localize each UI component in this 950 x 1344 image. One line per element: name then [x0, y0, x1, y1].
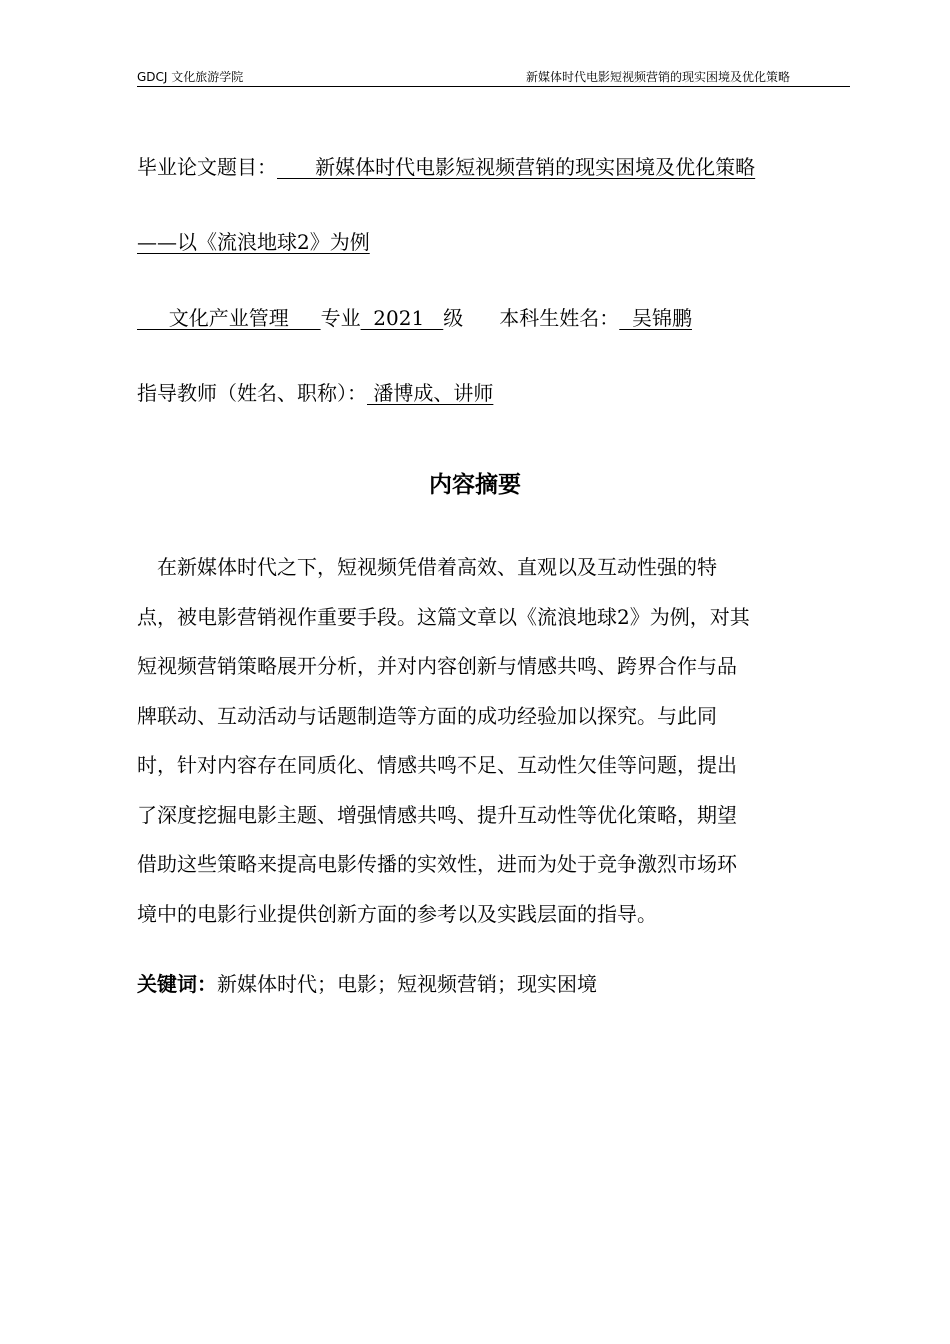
major-value: 文化产业管理 [137, 306, 321, 330]
keywords-label: 关键词： [137, 972, 217, 996]
abstract-line: 牌联动、互动活动与话题制造等方面的成功经验加以探究。与此同 [137, 703, 717, 728]
thesis-subtitle-line [137, 228, 370, 256]
abstract-line: 了深度挖掘电影主题、增强情感共鸣、提升互动性等优化策略，期望 [137, 802, 737, 827]
advisor-value: 潘博成、讲师 [367, 381, 494, 405]
grade-value: 2021 [360, 306, 444, 330]
abstract-heading: 内容摘要 [429, 472, 521, 498]
abstract-body [137, 543, 849, 939]
keywords-line [137, 968, 597, 997]
keywords-value: 新媒体时代；电影；短视频营销；现实困境 [217, 972, 597, 996]
abstract-line: 在新媒体时代之下，短视频凭借着高效、直观以及互动性强的特 [137, 555, 717, 579]
page-header [137, 66, 850, 87]
advisor-label: 指导教师（姓名、职称）： [137, 381, 367, 405]
student-name-label: 本科生姓名： [499, 306, 620, 330]
header-title: 新媒体时代电影短视频营销的现实困境及优化策略 [525, 70, 790, 84]
abstract-line: 时，针对内容存在同质化、情感共鸣不足、互动性欠佳等问题，提出 [137, 753, 737, 777]
thesis-title-line [137, 153, 755, 181]
abstract-line: 境中的电影行业提供创新方面的参考以及实践层面的指导。 [137, 901, 657, 926]
grade-label: 级 [443, 306, 464, 330]
abstract-line: 借助这些策略来提高电影传播的实效性，进而为处于竞争激烈市场环 [137, 852, 737, 876]
student-info-line [137, 304, 692, 332]
thesis-subtitle: ——以《流浪地球2》为例 [137, 230, 370, 254]
advisor-line [137, 379, 493, 407]
abstract-line: 短视频营销策略展开分析，并对内容创新与情感共鸣、跨界合作与品 [137, 654, 737, 678]
student-name-value: 吴锦鹏 [619, 306, 692, 330]
thesis-title-label: 毕业论文题目： [137, 155, 277, 179]
abstract-line: 点，被电影营销视作重要手段。这篇文章以《流浪地球2》为例，对其 [137, 604, 750, 629]
header-school: GDCJ 文化旅游学院 [137, 70, 244, 84]
thesis-title-value: 新媒体时代电影短视频营销的现实困境及优化策略 [277, 155, 756, 179]
major-label: 专业 [320, 306, 361, 330]
